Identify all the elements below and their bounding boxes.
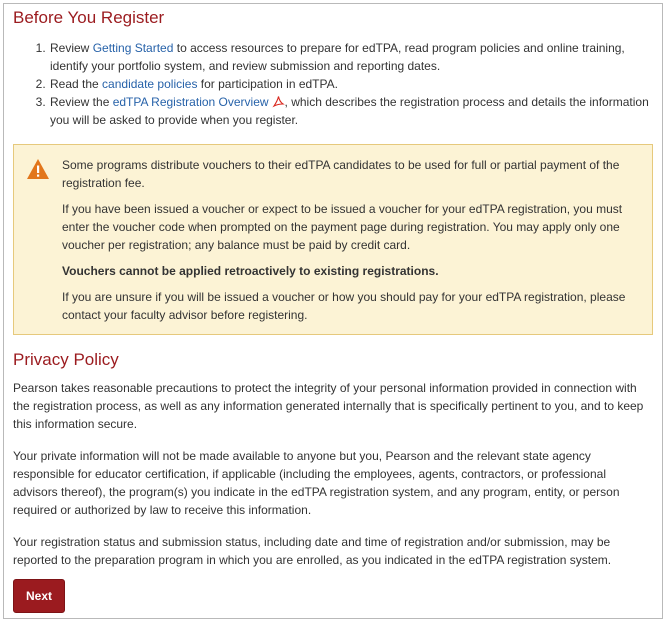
step-text: Read the (50, 77, 103, 91)
before-register-heading: Before You Register (13, 8, 165, 27)
warning-icon (26, 158, 50, 180)
getting-started-link[interactable]: Getting Started (92, 41, 174, 55)
privacy-policy-text (13, 379, 653, 569)
next-button[interactable]: Next (13, 579, 65, 613)
pdf-icon[interactable] (272, 95, 285, 108)
content (4, 4, 662, 613)
register-steps-list (13, 39, 653, 129)
page-frame (3, 3, 663, 619)
step-item-registration-overview (49, 93, 653, 129)
step-text: for participation in edTPA. (197, 77, 338, 91)
step-item-candidate-policies (49, 75, 653, 93)
notice-bold-paragraph: Vouchers cannot be applied retroactively to existing registrations. (62, 264, 439, 278)
privacy-paragraph: Your private information will not be made available to anyone but you, Pearson and the relevant state agency responsible for educator certification, if applicable (including the employees, agents, contractors, or professional advisors thereof), the program(s) you indicate in the edTPA registration system, and any program, entity, or person required or authorized by law to receive this information. (13, 449, 620, 517)
notice-paragraph: Some programs distribute vouchers to their edTPA candidates to be used for full or partial payment of the registration fee. (62, 158, 620, 190)
candidate-policies-link[interactable]: candidate policies (102, 77, 198, 91)
privacy-paragraph: Pearson takes reasonable precautions to protect the integrity of your personal information provided in connection with the registration process, as well as any information generated internally that is specifically pertinent to you, and to keep this information secure. (13, 381, 644, 431)
step-text: Review the (50, 95, 113, 109)
voucher-notice (13, 144, 653, 335)
notice-paragraph: If you are unsure if you will be issued a voucher or how you should pay for your edTPA registration, please contact your faculty advisor before registering. (62, 290, 626, 322)
step-text: Review (50, 41, 93, 55)
privacy-policy-heading: Privacy Policy (13, 350, 119, 369)
step-text: to access resources to prepare for edTPA, read program policies and online training, identify your portfolio system, and review submission and reporting dates. (50, 41, 625, 73)
notice-paragraph: If you have been issued a voucher or expect to be issued a voucher for your edTPA registration, you must enter the voucher code when prompted on the payment page during registration. You may apply only one voucher per registration; any balance must be paid by credit card. (62, 202, 623, 252)
step-item-getting-started (49, 39, 653, 75)
step-text: , which describes the registration process and details the information you will be asked to provide when you register. (50, 95, 649, 127)
registration-overview-link[interactable]: edTPA Registration Overview (112, 95, 269, 109)
privacy-paragraph: Your registration status and submission status, including date and time of registration and/or submission, may be reported to the preparation program in which you are enrolled, as you indicated in the edTPA registration system. (13, 535, 612, 567)
